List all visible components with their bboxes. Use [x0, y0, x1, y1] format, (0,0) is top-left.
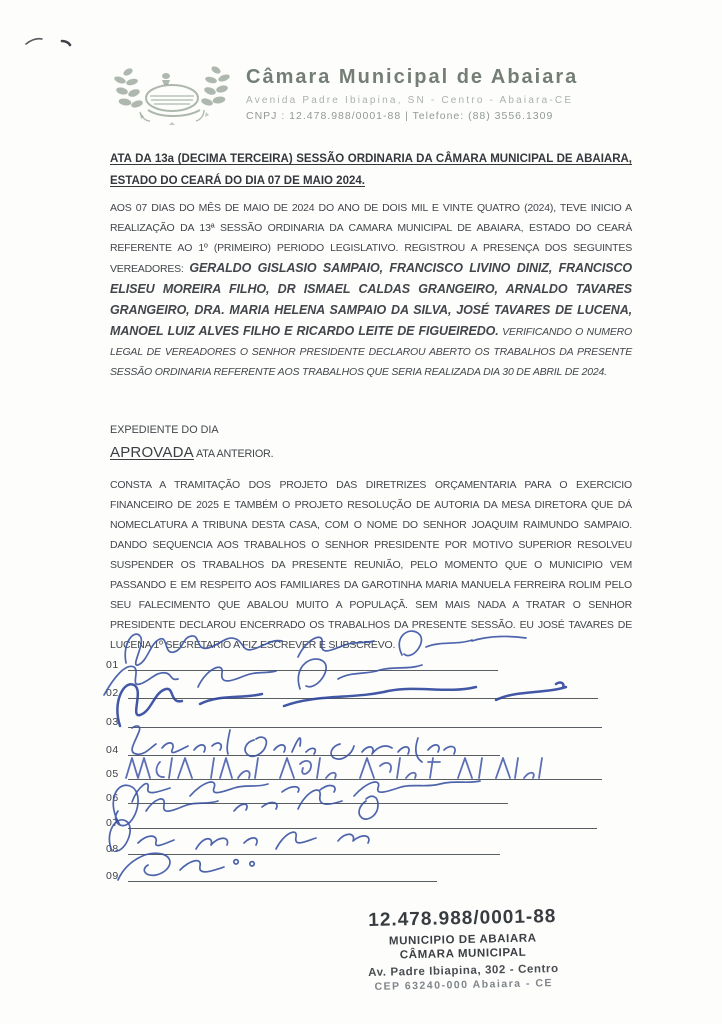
stamp-address: Av. Padre Ibiapina, 302 - Centro [368, 963, 559, 979]
document-header [246, 66, 646, 122]
signature-line [128, 814, 597, 829]
signature-number: 04 [106, 744, 119, 756]
stamp-camara: CÂMARA MUNICIPAL [399, 946, 527, 962]
signature-line [128, 765, 602, 780]
ata-title: ATA DA 13a (DECIMA TERCEIRA) SESSÃO ORDINARIA DA CÂMARA MUNICIPAL DE ABAIARA, ESTADO DO CEARÁ DO DIA 07 DE MAIO 2024. [110, 153, 632, 187]
org-name: Câmara Municipal de Abaiara [246, 66, 579, 88]
signature-row [106, 864, 437, 882]
signature-number: 08 [106, 843, 119, 855]
opening-paragraph-tail: VERIFICANDO O NUMERO LEGAL DE VEREADORES O SENHOR PRESIDENTE DECLAROU ABERTO OS TRABALHOS DA PRESENTE SESSÃO ORDINARIA REFERENTE AOS TRABALHOS QUE SERIA REALIZADA DIA 30 DE ABRIL DE 2024. [110, 326, 632, 378]
pen-mark [22, 30, 92, 54]
stamp-municipio: MUNICIPIO DE ABAIARA [388, 932, 537, 948]
signature-number: 03 [106, 716, 119, 728]
opening-paragraph [110, 198, 632, 382]
signature-number: 09 [106, 870, 119, 882]
signature-row [106, 811, 597, 829]
signature-number: 02 [106, 687, 119, 699]
signature-row [106, 837, 500, 855]
stamp-cep: CEP 63240-000 Abaiara - CE [374, 977, 554, 993]
signature-number: 05 [106, 768, 119, 780]
expediente-heading: EXPEDIENTE DO DIA [110, 424, 219, 436]
signature-row [106, 738, 500, 756]
signature-line [128, 789, 508, 804]
signature-number: 07 [106, 817, 119, 829]
aprovada-word: APROVADA [110, 444, 194, 461]
signature-row [106, 681, 598, 699]
councilmember-names: GERALDO GISLASIO SAMPAIO, FRANCISCO LIVINO DINIZ, FRANCISCO ELISEU MOREIRA FILHO, DR ISMAEL CALDAS GRANGEIRO, ARNALDO TAVARES GRANGEIRO, DRA. MARIA HELENA SAMPAIO DA SILVA, JOSÉ TAVARES DE LUCENA, MANOEL LUIZ ALVES FILHO E RICARDO LEITE DE FIGUEIREDO. [110, 261, 633, 338]
signature-number: 06 [106, 792, 119, 804]
signature-line [128, 656, 498, 671]
signature-row [106, 710, 602, 728]
signature-row [106, 653, 498, 671]
signature-line [128, 713, 602, 728]
signature-line [128, 840, 500, 855]
signature-row [106, 762, 602, 780]
deliberation-paragraph: CONSTA A TRAMITAÇÃO DOS PROJETO DAS DIRETRIZES ORÇAMENTARIA PARA O EXERCICIO FINANCEIRO DE 2025 E TAMBÉM O PROJETO RESOLUÇÃO DE AUTORIA DA MESA DIRETORA QUE DÁ NOMECLATURA A TRIBUNA DESTA CASA, COM O NOME DO SENHOR JOAQUIM RAIMUNDO SAMPAIO. DANDO SEQUENCIA AOS TRABALHOS O SENHOR PRESIDENTE POR MOTIVO SUPERIOR RESOLVEU SUSPENDER OS TRABALHOS DA PRESENTE REUNIÃO, PELO MOMENTO QUE O MUNICIPIO VEM PASSANDO E EM RESPEITO AOS FAMILIARES DA GAROTINHA MARIA MANUELA FERREIRA ROLIM PELO SEU FALECIMENTO QUE ABALOU MUITO A POPULAÇÃ. SEM MAIS NADA A TRATAR O SENHOR PRESIDENTE DECLAROU ENCERRADO OS TRABALHOS DA PRESENTE SESSÃO. EU JOSÉ TAVARES DE LUCENA 1º SECRETARIO A FIZ ESCREVER E SUBSCREVO. [110, 479, 632, 651]
org-address-line: Avenida Padre Ibiapina, SN - Centro - Abaiara-CE [246, 95, 574, 106]
signature-line [128, 867, 437, 882]
rubber-stamp [331, 905, 595, 993]
signature-line [128, 684, 598, 699]
municipal-crest-logo [110, 58, 240, 142]
stamp-cnpj: 12.478.988/0001-88 [368, 906, 557, 931]
aprovada-line [110, 443, 632, 464]
org-cnpj-phone-line: CNPJ : 12.478.988/0001-88 | Telefone: (88) 3556.1309 [246, 110, 554, 122]
opening-paragraph-text: AOS 07 DIAS DO MÊS DE MAIO DE 2024 DO ANO DE DOIS MIL E VINTE QUATRO (2024), TEVE INICIO A REALIZAÇÃO DA 13ª SESSÃO ORDINARIA DA CAMARA MUNICIPAL DE ABAIARA, ESTADO DO CEARÁ REFERENTE AO 1º (PRIMEIRO) PERIODO LEGISLATIVO. REGISTROU A PRESENÇA DOS SEGUINTES VEREADORES: [110, 202, 632, 275]
signature-number: 01 [106, 659, 119, 671]
signature-line [128, 741, 500, 756]
signature-row [106, 786, 508, 804]
aprovada-rest: ATA ANTERIOR. [193, 448, 274, 460]
